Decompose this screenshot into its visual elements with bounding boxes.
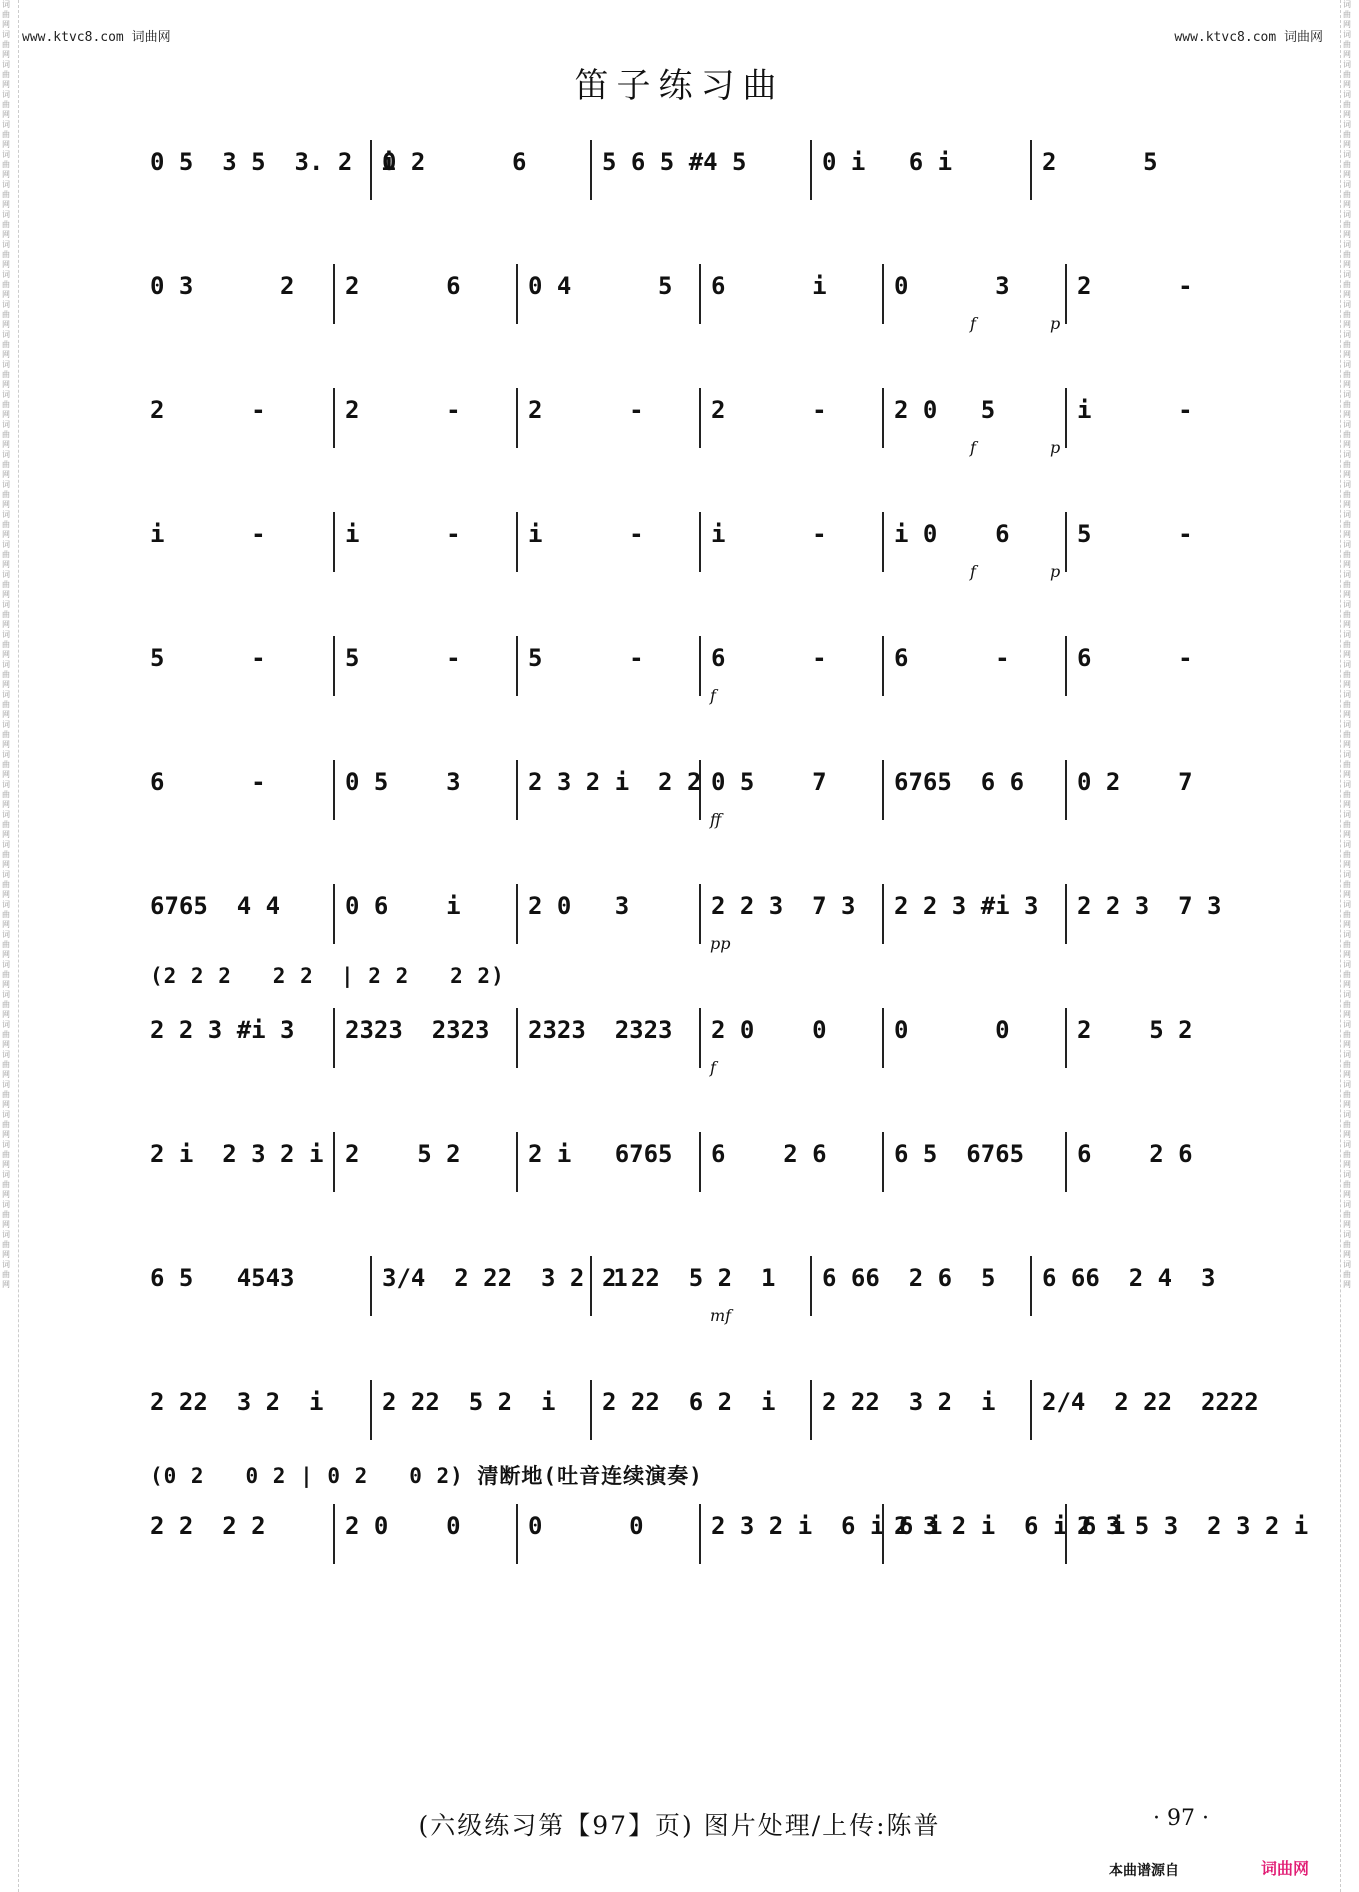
measure: 2323 2323 [333,1008,516,1068]
measure: 5 - [333,636,516,696]
measure: 2 0 0 [699,1008,882,1068]
measure: 5 - [516,636,699,696]
margin-divider-right [1340,0,1341,1892]
dynamic-mark: f [970,314,976,333]
measure: 2 0 5 [882,388,1065,448]
measure: 0 4 5 [516,264,699,324]
header-url-left: www.ktvc8.com 词曲网 [22,30,171,45]
measure: 0 5 3 [333,760,516,820]
measure: 0 3 2 [150,272,295,300]
measure: 0 6 i [333,884,516,944]
measure: 6 5 6765 [882,1132,1065,1192]
measure: 0 0 [882,1008,1065,1068]
measure: 2 3 2 i 6 i 6 i [699,1504,882,1564]
source-label: 本曲谱源自 [1109,1863,1179,1879]
annotation-text: (0 2 0 2 | 0 2 0 2) 清断地(吐音连续演奏) [150,1464,703,1488]
measure: 2 - [516,388,699,448]
measure: 0 0 [516,1504,699,1564]
measure: 2 22 5 2 i [370,1380,590,1440]
measure: 5 6 5 #4 5 [590,140,810,200]
measure: 2 22 5 2 1 [590,1256,810,1316]
measure: 6765 4 4 [150,892,281,920]
dynamic-mark: f [970,562,976,581]
measure: 6 i [699,264,882,324]
measure: 2 3 2 i 2 2 [516,760,699,820]
measure: 2 - [699,388,882,448]
margin-divider-left [18,0,19,1892]
score-row [150,636,1250,760]
measure: 2 2 2 2 [150,1512,266,1540]
footer-caption: (六级练习第【97】页) 图片处理/上传:陈普 [418,1811,941,1840]
score-row [150,1132,1250,1256]
score-row [150,1256,1250,1380]
measure: 5 - [150,644,266,672]
measure: 2 2 3 7 3 [1065,884,1248,944]
measure: 2 i 6765 [516,1132,699,1192]
measure: i - [699,512,882,572]
measure: 2 2 3 #i 3 [150,1016,295,1044]
measure: 6 5 4543 [150,1264,295,1292]
measure: 2 2 3 #i 3 [882,884,1065,944]
score-row [150,512,1250,636]
measure: 5 - [1065,512,1248,572]
score-row [150,264,1250,388]
measure: 6 - [150,768,266,796]
dynamic-mark: p [1050,314,1061,333]
dynamic-mark: f [970,438,976,457]
measure: 2323 2323 [516,1008,699,1068]
page-title: 笛子练习曲 [574,66,785,106]
measure: 6 - [699,636,882,696]
measure: 2 5 2 [1065,1008,1248,1068]
header-url-right: www.ktvc8.com 词曲网 [1174,30,1323,45]
measure: i 0 6 [882,512,1065,572]
measure: i - [1065,388,1248,448]
measure: 0 5 7 [699,760,882,820]
measure: 2/4 2 22 2222 [1030,1380,1250,1440]
score-row [150,884,1250,1008]
measure: 3/4 2 22 3 2 1 [370,1256,590,1316]
watermark-right: 词曲网词曲网词曲网词曲网词曲网词曲网词曲网词曲网词曲网词曲网词曲网词曲网词曲网词曲网词曲网词曲网词曲网词曲网词曲网词曲网词曲网词曲网词曲网词曲网词曲网词曲网词曲网词曲网词曲网词曲网词曲网词曲网词曲网词曲网词曲网词曲网词曲网词曲网词曲网词曲网词曲网词曲网词曲网 [1343,0,1351,1289]
measure: 6 66 2 4 3 [1030,1256,1250,1316]
measure: 2 2 3 7 3 [699,884,882,944]
score-row [150,388,1250,512]
score-row [150,964,1250,1132]
dynamic-mark: f [710,1058,716,1077]
measure: 2 22 3 2 i [810,1380,1030,1440]
dynamic-mark: f [710,686,716,705]
measure: 2 0 0 [333,1504,516,1564]
page-number: · 97 · [1153,1806,1209,1831]
measure: 0 5 3 5 3. 2 i [150,148,396,176]
dynamic-mark: p [1050,562,1061,581]
measure: i - [333,512,516,572]
measure: 2 0 3 [516,884,699,944]
measure: 0 2 6 [370,140,590,200]
score-row [150,1464,1309,1628]
measure: 6 2 6 [699,1132,882,1192]
dynamic-mark: ff [710,810,722,829]
measure: 2 - [1065,264,1248,324]
source-logo: 词曲网 [1260,1859,1309,1878]
score [150,140,1309,1628]
measure: 2 6 [333,264,516,324]
measure: 2 22 3 2 i [150,1388,324,1416]
measure: 2 3 5 3 2 3 2 i [1065,1504,1248,1564]
measure: 0 3 [882,264,1065,324]
watermark-left: 词曲网词曲网词曲网词曲网词曲网词曲网词曲网词曲网词曲网词曲网词曲网词曲网词曲网词曲网词曲网词曲网词曲网词曲网词曲网词曲网词曲网词曲网词曲网词曲网词曲网词曲网词曲网词曲网词曲网词曲网词曲网词曲网词曲网词曲网词曲网词曲网词曲网词曲网词曲网词曲网词曲网词曲网词曲网 [2,0,10,1289]
annotation-text: (2 2 2 2 2 | 2 2 2 2) [150,964,505,988]
measure: 2 5 [1030,140,1250,200]
measure: 6 2 6 [1065,1132,1248,1192]
measure: 2 3 2 i 6 i 6 i [882,1504,1065,1564]
measure: 6 - [882,636,1065,696]
measure: 2 - [333,388,516,448]
measure: 6765 6 6 [882,760,1065,820]
measure: i - [150,520,266,548]
measure: i - [516,512,699,572]
measure: 6 66 2 6 5 [810,1256,1030,1316]
measure: 2 22 6 2 i [590,1380,810,1440]
dynamic-mark: mf [710,1306,732,1325]
measure: 2 i 2 3 2 i [150,1140,324,1168]
measure: 0 i 6 i [810,140,1030,200]
measure: 0 2 7 [1065,760,1248,820]
score-row [150,760,1250,884]
dynamic-mark: pp [710,934,731,953]
measure: 2 5 2 [333,1132,516,1192]
score-row [150,140,1250,264]
measure: 2 - [150,396,266,424]
dynamic-mark: p [1050,438,1061,457]
measure: 6 - [1065,636,1248,696]
